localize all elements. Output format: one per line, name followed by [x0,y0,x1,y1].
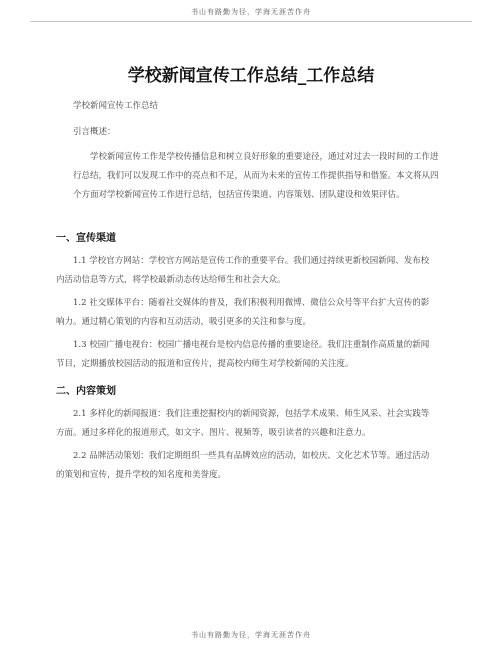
document-subtitle: 学校新闻宣传工作总结 [73,101,159,111]
section-paragraph: 1.1 学校官方网站：学校官方网站是宣传工作的重要平台。我们通过持续更新校园新闻、发布校内活动信息等方式，将学校最新动态传达给师生和社会大众。 [56,256,430,285]
section-paragraph: 1.3 校园广播电视台：校园广播电视台是校内信息传播的重要途径。我们注重制作高质量的新闻节目，定期播放校园活动的报道和宣传片，提高校内师生对学校新闻的关注度。 [56,340,430,369]
document-title: 学校新闻宣传工作总结_工作总结 [127,66,375,86]
header-divider [30,21,472,22]
page-header: 书山有路勤为径，学海无涯苦作舟 [191,8,311,16]
section-paragraph: 1.2 社交媒体平台：随着社交媒体的普及，我们积极利用微博、微信公众号等平台扩大宣传的影响力。通过精心策划的内容和互动活动，吸引更多的关注和参与度。 [56,298,430,327]
section-heading: 二、内容策划 [56,386,116,397]
section-heading: 一、宣传渠道 [56,233,116,244]
section-paragraph: 2.2 品牌活动策划：我们定期组织一些具有品牌效应的活动，如校庆、文化艺术节等。通过活动的策划和宣传，提升学校的知名度和美誉度。 [56,451,430,480]
section-paragraph: 2.1 多样化的新闻报道：我们注重挖掘校内的新闻资源，包括学术成果、师生风采、社会实践等方面。通过多样化的报道形式，如文字、图片、视频等，吸引读者的兴趣和注意力。 [56,409,430,438]
sections-container [56,227,433,489]
page-footer: 书山有路勤为径，学海无涯苦作舟 [191,631,311,639]
intro-paragraph: 学校新闻宣传工作是学校传播信息和树立良好形象的重要途径，通过对过去一段时间的工作进行总结，我们可以发现工作中的亮点和不足，从而为未来的宣传工作提供指导和借鉴。本文将从四个方面对学校新闻宣传工作进行总结，包括宣传渠道、内容策划、团队建设和效果评估。 [73,152,439,200]
document-body [73,97,439,205]
intro-label: 引言概述： [73,127,116,137]
